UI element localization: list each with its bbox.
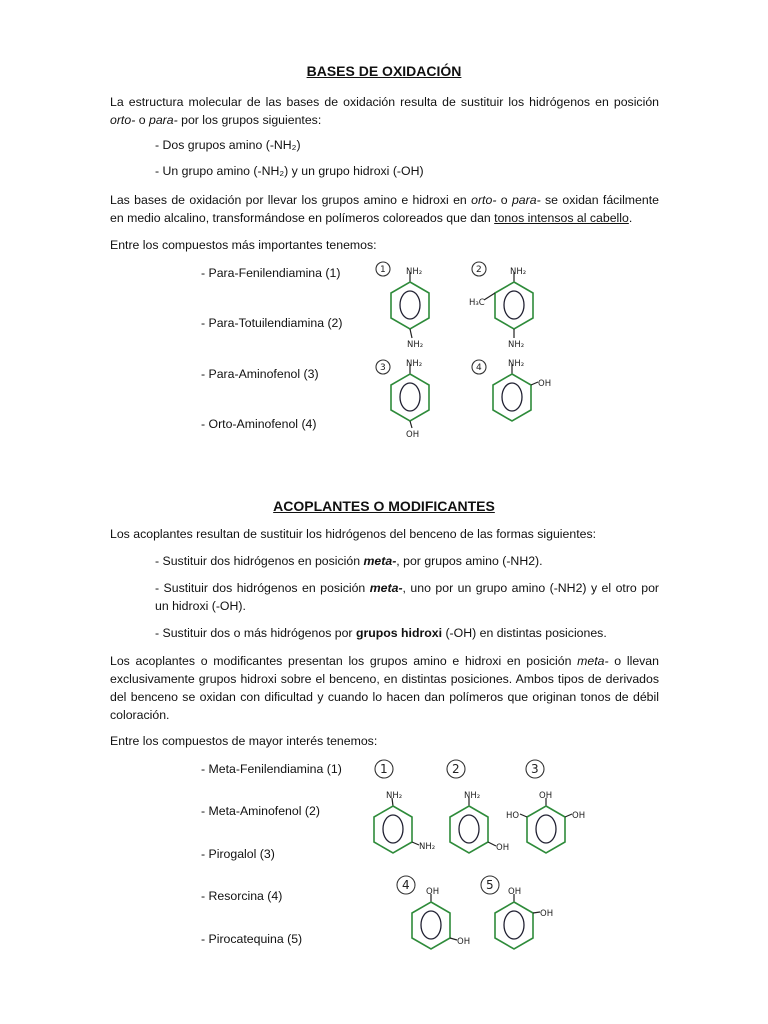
structure-para-aminofenol (372, 356, 452, 440)
bullet-amino-hidroxi: - Un grupo amino (-NH₂) y un grupo hidroxi (-OH) (155, 164, 424, 178)
oh-label: OH (406, 430, 420, 440)
structure-number-4: 4 (476, 363, 482, 373)
bullet-meta-amino: - Sustituir dos hidrógenos en posición meta-, por grupos amino (-NH2). (155, 554, 543, 568)
oh-label: OH (539, 791, 553, 801)
aromatic-circle (400, 383, 420, 411)
structure-para-fenilendiamina (372, 258, 452, 350)
section-title-acoplantes: ACOPLANTES O MODIFICANTES (273, 498, 495, 514)
compound-pirocatequina: - Pirocatequina (5) (201, 932, 303, 946)
oh-label: OH (426, 887, 440, 897)
structure-orto-aminofenol (468, 356, 558, 440)
svg-text:2: 2 (452, 762, 460, 776)
structure-number-3-big (523, 758, 547, 780)
aromatic-circle (383, 815, 403, 843)
nh2-label: NH₂ (406, 267, 423, 277)
nh2-label: NH₂ (386, 791, 403, 801)
compound-resorcina: - Resorcina (4) (201, 889, 283, 903)
paragraph-acoplantes-intro: Los acoplantes resultan de sustituir los hidrógenos del benceno de las formas siguientes: (110, 527, 597, 541)
paragraph-acoplantes-modificantes: Los acoplantes o modificantes presentan los grupos amino e hidroxi en posición meta- o llevan exclusivamente grupos hidroxi sobre el benceno, en distintas posiciones. Ambos tipos de derivados del benceno se oxidan con dificultad y cuando lo hacen dan polímeros que originan tonos de débil coloración. (110, 654, 659, 722)
paragraph-bases-intro: La estructura molecular de las bases de oxidación resulta de sustituir los hidrógenos en posición orto- o para- por los grupos siguientes: (110, 95, 659, 127)
nh2-label: NH₂ (419, 842, 436, 852)
structure-number-3: 3 (380, 363, 386, 373)
svg-text:1: 1 (380, 762, 388, 776)
aromatic-circle (421, 911, 441, 939)
benzene-ring (450, 806, 488, 853)
svg-text:5: 5 (486, 878, 494, 892)
benzene-ring (527, 806, 565, 853)
benzene-ring (412, 902, 450, 949)
nh2-label: NH₂ (407, 340, 424, 350)
structure-number-1-big (372, 758, 396, 780)
aromatic-circle (400, 291, 420, 319)
nh2-label: NH₂ (464, 791, 481, 801)
paragraph-compuestos-interes: Entre los compuestos de mayor interés tenemos: (110, 734, 378, 748)
compound-meta-aminofenol: - Meta-Aminofenol (2) (201, 804, 320, 818)
structure-resorcina (400, 882, 490, 962)
oh-label: OH (457, 937, 471, 947)
nh2-label: NH₂ (510, 267, 527, 277)
compound-orto-aminofenol: - Orto-Aminofenol (4) (201, 417, 317, 431)
aromatic-circle (536, 815, 556, 843)
aromatic-circle (504, 291, 524, 319)
benzene-ring (374, 806, 412, 853)
structure-pirogalol (506, 784, 596, 862)
structure-number-2-big (444, 758, 468, 780)
aromatic-circle (459, 815, 479, 843)
svg-text:3: 3 (531, 762, 539, 776)
nh2-label: NH₂ (508, 340, 525, 350)
structure-number-2: 2 (476, 265, 482, 275)
compound-meta-fenilendiamina: - Meta-Fenilendiamina (1) (201, 762, 342, 776)
compound-para-totuilendiamina: - Para-Totuilendiamina (2) (201, 316, 343, 330)
aromatic-circle (502, 383, 522, 411)
structure-number-1: 1 (380, 265, 386, 275)
svg-text:4: 4 (402, 878, 410, 892)
bullet-meta-amino-hidroxi: - Sustituir dos hidrógenos en posición meta-, uno por un grupo amino (-NH2) y el otro por un hidroxi (-OH). (155, 581, 660, 613)
benzene-ring (391, 374, 429, 421)
ho-label: HO (506, 811, 520, 821)
compound-pirogalol: - Pirogalol (3) (201, 847, 275, 861)
paragraph-compuestos-importantes: Entre los compuestos más importantes tenemos: (110, 238, 377, 252)
oh-label: OH (572, 811, 586, 821)
compound-para-fenilendiamina: - Para-Fenilendiamina (1) (201, 266, 341, 280)
bullet-grupos-hidroxi: - Sustituir dos o más hidrógenos por grupos hidroxi (-OH) en distintas posiciones. (155, 626, 607, 640)
aromatic-circle (504, 911, 524, 939)
benzene-ring (495, 902, 533, 949)
section-title-bases-oxidacion: BASES DE OXIDACIÓN (306, 63, 462, 79)
bullet-dos-grupos-amino: - Dos grupos amino (-NH₂) (155, 138, 301, 152)
oh-label: OH (508, 887, 522, 897)
structure-pirocatequina (480, 882, 570, 962)
oh-label: OH (496, 843, 510, 853)
h3c-label: H₃C (469, 298, 485, 308)
structure-para-totuilendiamina (468, 258, 558, 350)
paragraph-bases-oxidan: Las bases de oxidación por llevar los grupos amino e hidroxi en orto- o para- se oxidan fácilmente en medio alcalino, transformándose en polímeros coloreados que dan tonos intensos al cabello. (110, 193, 659, 225)
benzene-ring (493, 374, 531, 421)
benzene-ring (495, 282, 533, 329)
compound-para-aminofenol: - Para-Aminofenol (3) (201, 367, 319, 381)
oh-label: OH (540, 909, 554, 919)
nh2-label: NH₂ (406, 359, 423, 369)
benzene-ring (391, 282, 429, 329)
structure-meta-fenilendiamina (368, 788, 448, 862)
nh2-label: NH₂ (508, 359, 525, 369)
oh-label: OH (538, 379, 552, 389)
